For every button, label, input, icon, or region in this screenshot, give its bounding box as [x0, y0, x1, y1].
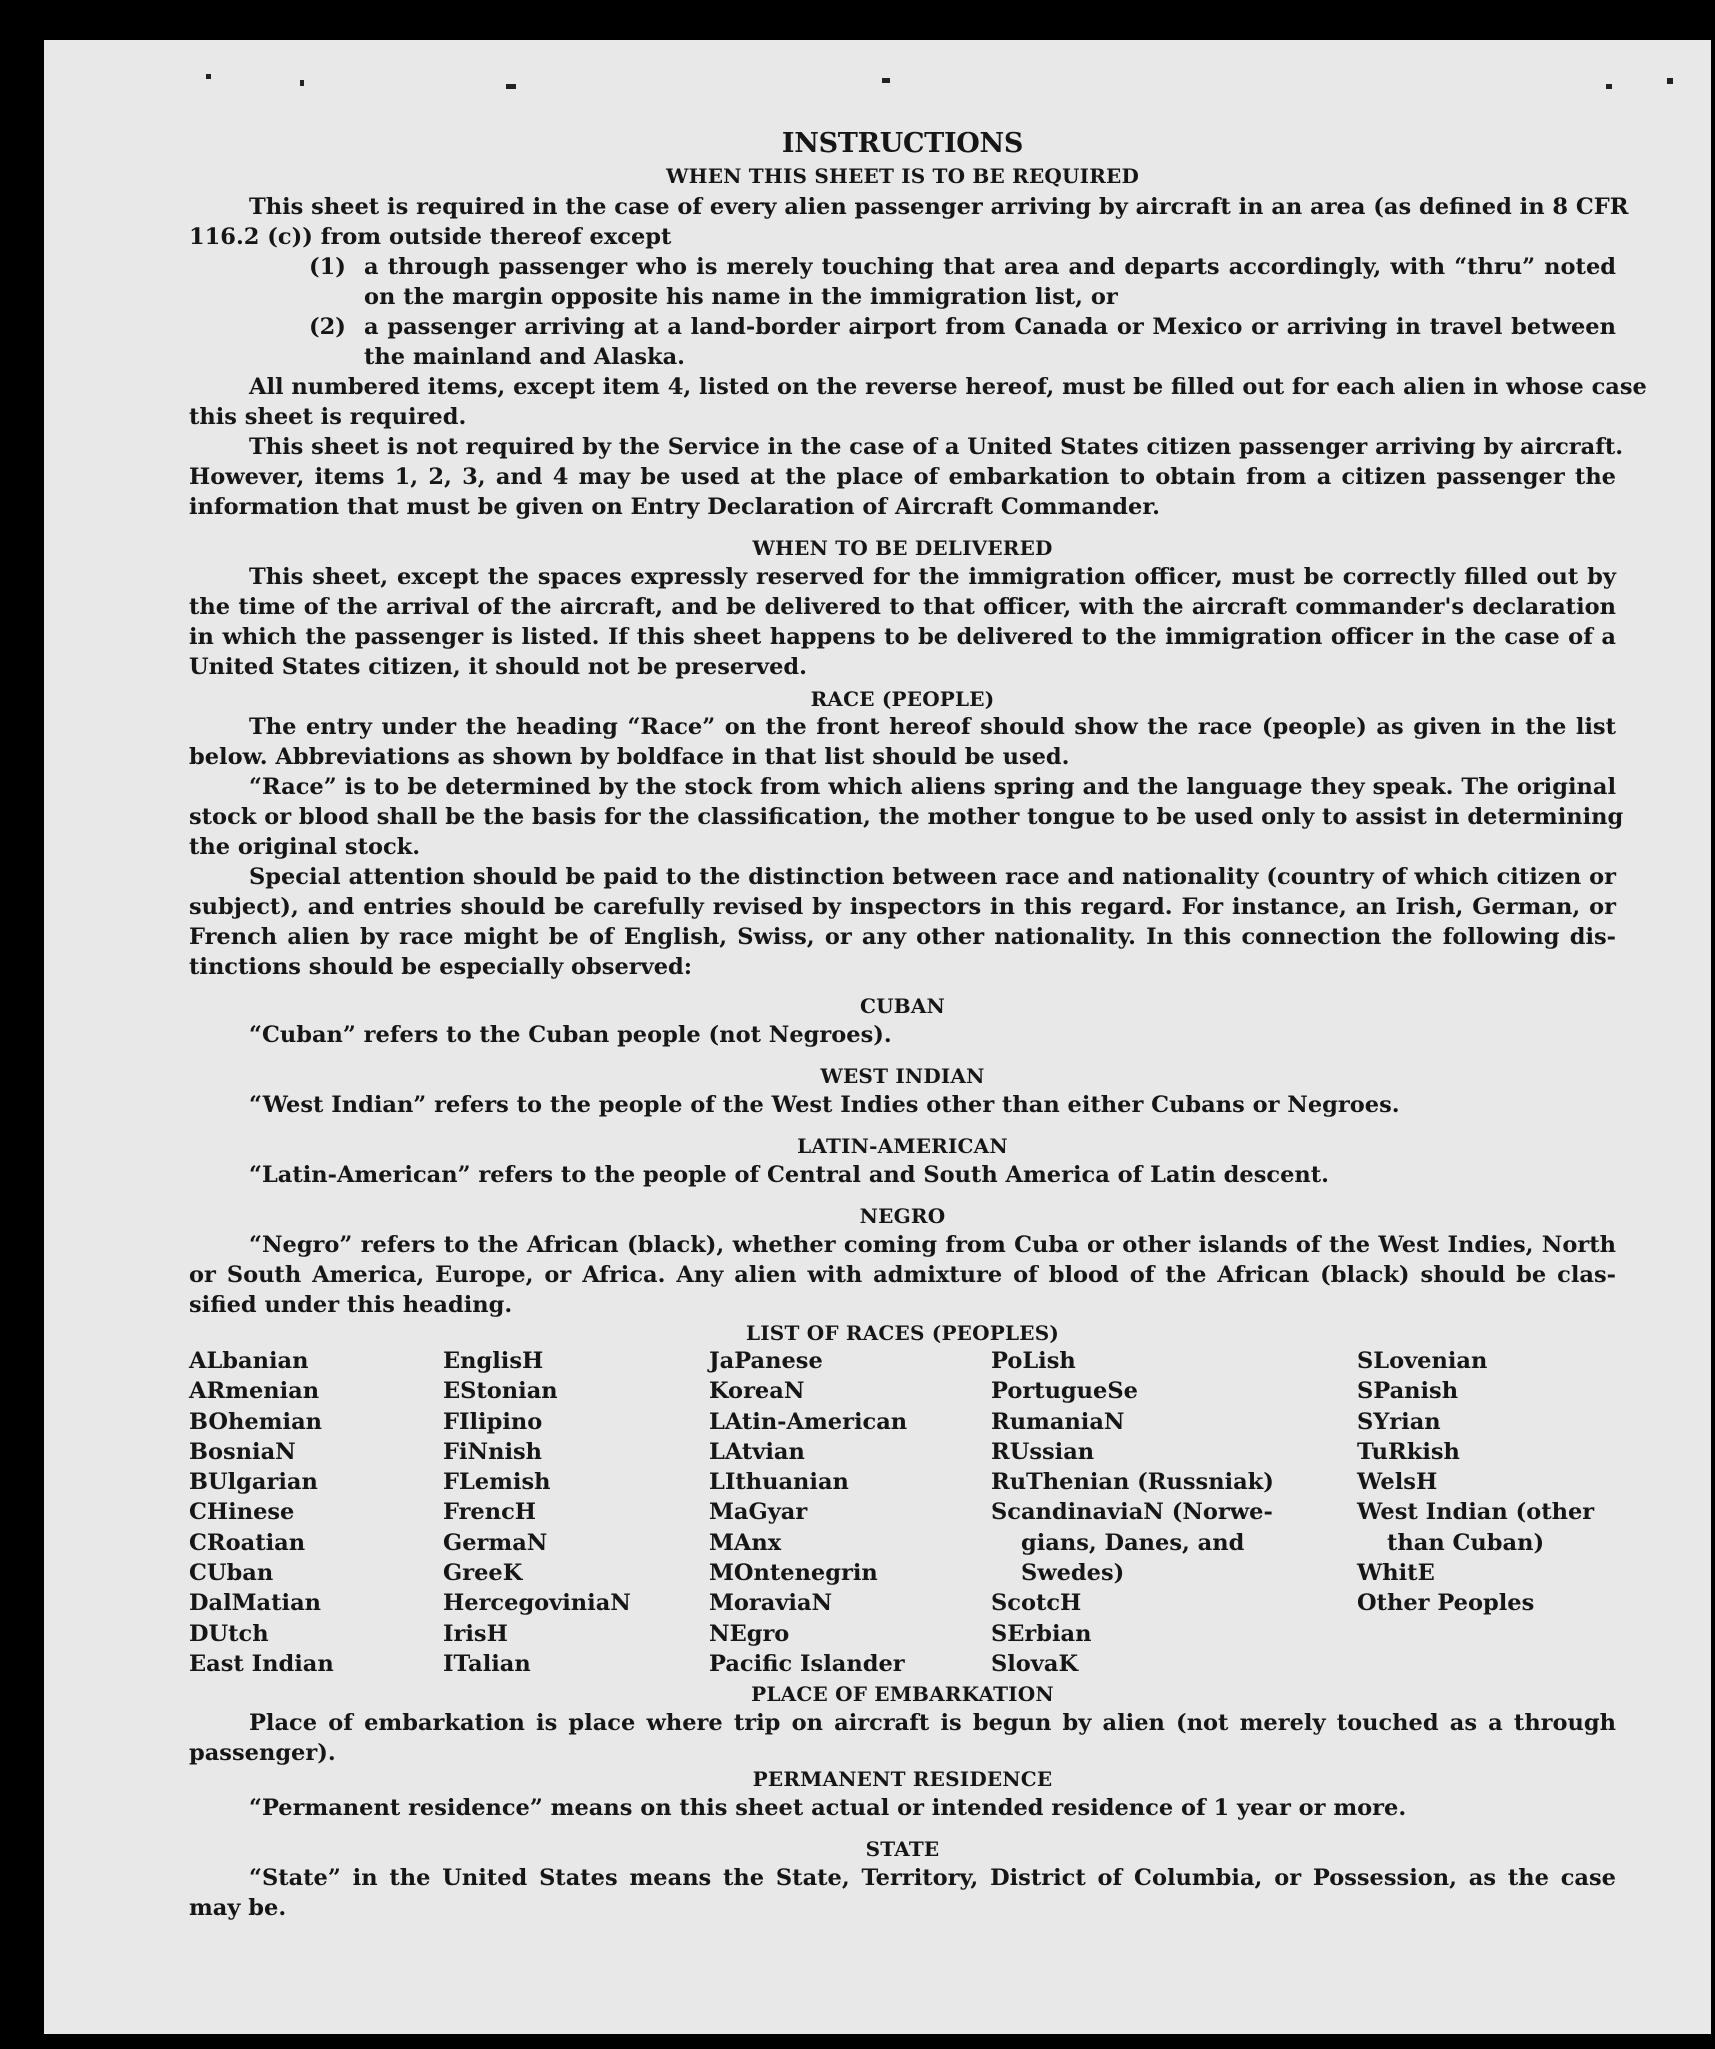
- item-text: on the margin opposite his name in the immigration list, or: [364, 284, 1118, 310]
- race-item: LAtvian: [709, 1438, 805, 1465]
- text-line: “State” in the United States means the State, Territory, District of Columbia, or Possession, as the case: [249, 1865, 1616, 1891]
- text-line: may be.: [189, 1895, 287, 1921]
- race-item: LAtin-American: [709, 1408, 908, 1435]
- race-item: DalMatian: [189, 1590, 322, 1617]
- race-item: FrencH: [443, 1499, 537, 1526]
- race-item: ALbanian: [189, 1348, 309, 1374]
- race-item: NEgro: [709, 1620, 790, 1647]
- race-list-column-2: [443, 1346, 631, 1679]
- race-item: DUtch: [189, 1620, 269, 1647]
- race-item: BosniaN: [189, 1438, 296, 1465]
- race-item: Pacific Islander: [709, 1650, 905, 1677]
- race-item: Swedes): [1021, 1560, 1125, 1587]
- item-text: a passenger arriving at a land-border airport from Canada or Mexico or arriving in travel between: [364, 314, 1616, 340]
- race-item: West Indian (other: [1357, 1499, 1595, 1526]
- race-item: RumaniaN: [991, 1408, 1125, 1435]
- race-item: East Indian: [189, 1650, 334, 1677]
- race-item: PoLish: [991, 1348, 1076, 1374]
- item-number: (2): [309, 314, 346, 340]
- scan-speck: [206, 74, 211, 79]
- race-item: BOhemian: [189, 1408, 323, 1435]
- race-item: MAnx: [709, 1529, 782, 1556]
- race-item: GermaN: [443, 1529, 548, 1556]
- text-line: the original stock.: [189, 834, 421, 860]
- race-item: MaGyar: [709, 1499, 808, 1526]
- race-item: TuRkish: [1357, 1438, 1460, 1465]
- item-number: (1): [309, 254, 346, 280]
- text-line: “Latin-American” refers to the people of Central and South America of Latin descent.: [249, 1162, 1329, 1188]
- text-line: This sheet, except the spaces expressly reserved for the immigration officer, must be correctly filled out by: [249, 564, 1616, 590]
- text-line: this sheet is required.: [189, 404, 467, 430]
- item-text: a through passenger who is merely touching that area and departs accordingly, with “thru” noted: [364, 254, 1616, 280]
- text-line: The entry under the heading “Race” on the front hereof should show the race (people) as given in the list: [249, 714, 1616, 740]
- text-line: 116.2 (c)) from outside thereof except: [189, 224, 672, 250]
- item-text: the mainland and Alaska.: [364, 344, 685, 370]
- text-line: passenger).: [189, 1740, 336, 1766]
- race-item: gians, Danes, and: [1021, 1529, 1245, 1556]
- text-line: This sheet is not required by the Service in the case of a United States citizen passenger arriving by aircraft.: [249, 434, 1624, 460]
- text-line: below. Abbreviations as shown by boldface in that list should be used.: [189, 744, 1070, 770]
- race-item: SLovenian: [1357, 1348, 1488, 1374]
- heading-permanent-residence: PERMANENT RESIDENCE: [752, 1767, 1053, 1791]
- heading-latin-american: LATIN-AMERICAN: [797, 1134, 1008, 1158]
- race-item: ITalian: [443, 1650, 531, 1677]
- heading-negro: NEGRO: [859, 1204, 946, 1228]
- scan-speck: [1606, 84, 1612, 89]
- race-item: Other Peoples: [1357, 1590, 1535, 1617]
- scan-speck: [506, 84, 516, 89]
- race-item: HercegoviniaN: [443, 1590, 631, 1617]
- race-item: RuThenian (Russniak): [991, 1469, 1274, 1496]
- race-item: SYrian: [1357, 1408, 1441, 1435]
- heading-list-of-races: LIST OF RACES (PEOPLES): [745, 1321, 1060, 1345]
- heading-place-of-embarkation: PLACE OF EMBARKATION: [751, 1682, 1054, 1706]
- race-item: BUlgarian: [189, 1469, 318, 1496]
- text-line: or South America, Europe, or Africa. Any alien with admixture of blood of the African (black) should be clas-: [189, 1262, 1616, 1288]
- race-item: WhitE: [1357, 1560, 1435, 1587]
- race-item: GreeK: [443, 1560, 523, 1587]
- text-line: “Cuban” refers to the Cuban people (not Negroes).: [249, 1022, 892, 1048]
- text-line: the time of the arrival of the aircraft, and be delivered to that officer, with the aircraft commander's declaration: [189, 594, 1616, 620]
- text-line: “West Indian” refers to the people of the West Indies other than either Cubans or Negroes.: [249, 1092, 1400, 1118]
- page-title: INSTRUCTIONS: [781, 128, 1024, 159]
- race-list-column-5: [1357, 1346, 1594, 1619]
- heading-state: STATE: [865, 1837, 940, 1861]
- text-line: All numbered items, except item 4, listed on the reverse hereof, must be filled out for each alien in whose case: [249, 374, 1647, 400]
- heading-when-delivered: WHEN TO BE DELIVERED: [752, 536, 1053, 560]
- race-item: ScotcH: [991, 1590, 1082, 1617]
- race-item: MOntenegrin: [709, 1560, 878, 1587]
- race-list-column-3: [709, 1346, 907, 1679]
- document-page: [44, 40, 1711, 2034]
- race-item: LIthuanian: [709, 1469, 849, 1496]
- text-line: information that must be given on Entry Declaration of Aircraft Commander.: [189, 494, 1160, 520]
- race-item: SlovaK: [991, 1650, 1079, 1677]
- race-item: IrisH: [443, 1620, 508, 1647]
- scan-speck: [882, 78, 890, 83]
- race-item: WelsH: [1357, 1469, 1438, 1496]
- text-line: This sheet is required in the case of every alien passenger arriving by aircraft in an area (as defined in 8 CFR: [249, 194, 1629, 220]
- heading-race: RACE (PEOPLE): [810, 687, 995, 711]
- text-line: “Negro” refers to the African (black), whether coming from Cuba or other islands of the West Indies, North: [249, 1232, 1616, 1258]
- text-line: sified under this heading.: [189, 1292, 513, 1318]
- text-line: Special attention should be paid to the distinction between race and nationality (country of which citizen or: [249, 864, 1616, 890]
- heading-cuban: CUBAN: [859, 994, 946, 1018]
- heading-west-indian: WEST INDIAN: [820, 1064, 985, 1088]
- heading-when-required: WHEN THIS SHEET IS TO BE REQUIRED: [665, 164, 1140, 188]
- scan-speck: [1667, 78, 1673, 84]
- text-line: French alien by race might be of English, Swiss, or any other nationality. In this connection the following dis-: [189, 924, 1616, 950]
- scan-speck: [300, 80, 304, 86]
- text-line: tinctions should be especially observed:: [189, 954, 693, 980]
- race-item: CUban: [189, 1560, 274, 1587]
- text-line: “Permanent residence” means on this sheet actual or intended residence of 1 year or more.: [249, 1795, 1407, 1821]
- race-item: SErbian: [991, 1620, 1092, 1647]
- race-item: EnglisH: [443, 1348, 544, 1374]
- race-item: JaPanese: [709, 1348, 823, 1374]
- race-list-column-1: [189, 1346, 334, 1679]
- text-line: in which the passenger is listed. If this sheet happens to be delivered to the immigration officer in the case of a: [189, 624, 1616, 650]
- race-list-column-4: [991, 1346, 1274, 1679]
- race-item: SPanish: [1357, 1378, 1459, 1405]
- race-item: ScandinaviaN (Norwe-: [991, 1499, 1273, 1526]
- race-item: PortugueSe: [991, 1378, 1138, 1405]
- text-line: However, items 1, 2, 3, and 4 may be used at the place of embarkation to obtain from a citizen passenger the: [189, 464, 1616, 490]
- race-item: FIlipino: [443, 1408, 543, 1435]
- race-item: CHinese: [189, 1499, 295, 1526]
- text-line: stock or blood shall be the basis for the classification, the mother tongue to be used only to assist in determining: [189, 804, 1624, 830]
- text-line: “Race” is to be determined by the stock from which aliens spring and the language they speak. The original: [249, 774, 1616, 800]
- text-line: Place of embarkation is place where trip on aircraft is begun by alien (not merely touched as a through: [249, 1710, 1616, 1736]
- race-item: RUssian: [991, 1438, 1095, 1465]
- text-line: United States citizen, it should not be preserved.: [189, 654, 807, 680]
- race-item: MoraviaN: [709, 1590, 833, 1617]
- text-line: subject), and entries should be carefully revised by inspectors in this regard. For instance, an Irish, German, or: [189, 894, 1616, 920]
- race-item: than Cuban): [1387, 1529, 1545, 1556]
- race-item: FLemish: [443, 1469, 551, 1496]
- race-item: FiNnish: [443, 1438, 543, 1465]
- race-item: EStonian: [443, 1378, 558, 1405]
- race-item: CRoatian: [189, 1529, 306, 1556]
- race-item: ARmenian: [189, 1378, 320, 1405]
- race-item: KoreaN: [709, 1378, 805, 1405]
